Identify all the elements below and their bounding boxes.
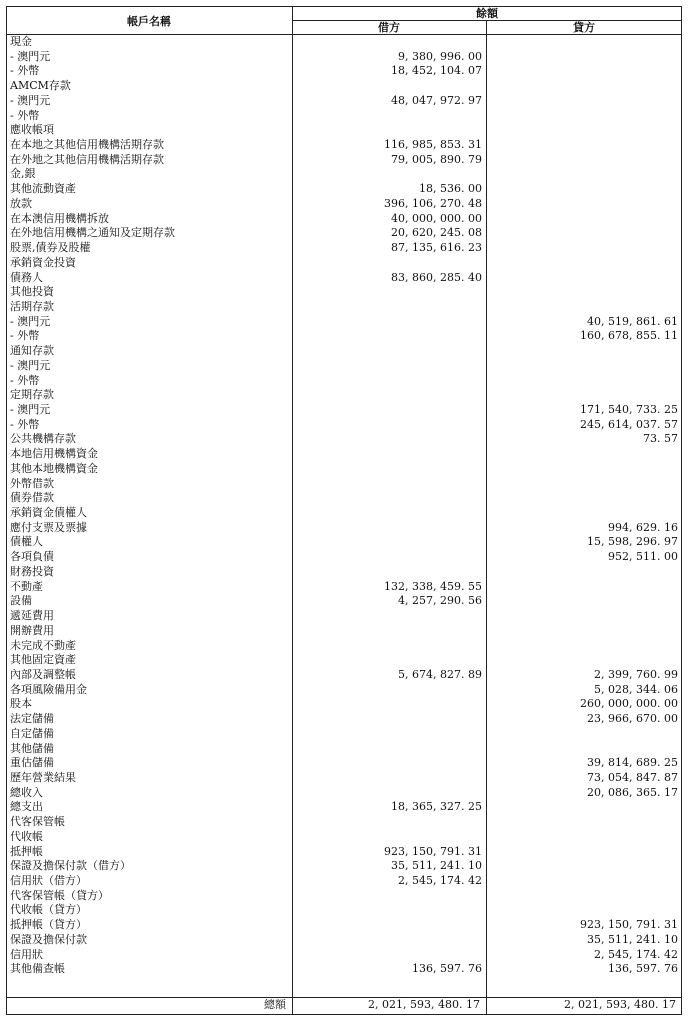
- account-name-cell: 承銷資金債權人: [10, 506, 87, 520]
- debit-cell: [292, 167, 482, 182]
- table-row: [6, 359, 682, 374]
- account-name-cell: 定期存款: [10, 388, 54, 402]
- credit-cell: [486, 344, 678, 359]
- table-row: [6, 329, 682, 344]
- debit-cell: [292, 786, 482, 801]
- table-row: [6, 933, 682, 948]
- credit-cell: [486, 800, 678, 815]
- debit-cell: 48, 047, 972. 97: [391, 93, 482, 107]
- table-row: [6, 859, 682, 874]
- table-row: [6, 35, 682, 50]
- account-name-cell: 各項風險備用金: [10, 682, 87, 696]
- debit-cell: [292, 432, 482, 447]
- account-name-cell: 其他流動資產: [10, 182, 76, 196]
- table-row: [6, 550, 682, 565]
- table-row: [6, 477, 682, 492]
- debit-cell: 18, 536. 00: [419, 182, 482, 196]
- credit-cell: [486, 64, 678, 79]
- table-row: [6, 521, 682, 536]
- account-name-cell: 保證及擔保付款: [10, 932, 87, 946]
- credit-cell: [486, 182, 678, 197]
- credit-cell: [486, 462, 678, 477]
- debit-cell: 5, 674, 827. 89: [398, 667, 482, 681]
- debit-cell: [292, 639, 482, 654]
- account-name-cell: - 外幣: [10, 373, 40, 387]
- account-name-cell: 其他儲備: [10, 741, 54, 755]
- account-name-cell: 重估儲備: [10, 756, 54, 770]
- credit-cell: [486, 815, 678, 830]
- debit-cell: 18, 365, 327. 25: [391, 800, 482, 814]
- account-name-cell: 活期存款: [10, 299, 54, 313]
- table-row: [6, 639, 682, 654]
- account-name-cell: 應收帳項: [10, 123, 54, 137]
- debit-cell: [292, 315, 482, 330]
- account-name-cell: 債務人: [10, 270, 43, 284]
- table-row: [6, 594, 682, 609]
- account-name-cell: 代收帳: [10, 829, 43, 843]
- table-row: [6, 388, 682, 403]
- debit-cell: [292, 830, 482, 845]
- credit-cell: [486, 226, 678, 241]
- total-label: 總額: [264, 998, 286, 1011]
- table-row: [6, 197, 682, 212]
- table-row: [6, 418, 682, 433]
- debit-cell: 20, 620, 245. 08: [391, 226, 482, 240]
- debit-cell: [292, 683, 482, 698]
- debit-cell: [292, 609, 482, 624]
- credit-cell: [486, 639, 678, 654]
- table-row: [6, 962, 682, 977]
- credit-cell: 23, 966, 670. 00: [587, 712, 678, 726]
- account-name-cell: 設備: [10, 594, 32, 608]
- account-name-cell: 代客保管帳（貸方）: [10, 888, 109, 902]
- account-name-cell: 歷年營業結果: [10, 771, 76, 784]
- debit-cell: [292, 565, 482, 580]
- debit-cell: [292, 35, 482, 50]
- table-row: [6, 712, 682, 727]
- credit-cell: [486, 859, 678, 874]
- debit-cell: [292, 535, 482, 550]
- account-name-cell: 信用狀（借方）: [10, 874, 87, 888]
- table-row: [6, 874, 682, 889]
- table-row: [6, 845, 682, 860]
- table-row: [6, 315, 682, 330]
- credit-cell: 73. 57: [643, 432, 678, 446]
- table-row: [6, 344, 682, 359]
- credit-cell: [486, 50, 678, 65]
- table-row: [6, 535, 682, 550]
- debit-cell: 2, 545, 174. 42: [398, 874, 482, 888]
- table-row: [6, 403, 682, 418]
- credit-cell: 73, 054, 847. 87: [587, 771, 678, 784]
- debit-cell: [292, 388, 482, 403]
- debit-cell: [292, 712, 482, 727]
- credit-cell: 15, 598, 296. 97: [587, 535, 678, 549]
- account-name-cell: 各項負債: [10, 550, 54, 564]
- account-name-cell: 遞延費用: [10, 609, 54, 623]
- table-row: [6, 285, 682, 300]
- debit-cell: [292, 815, 482, 830]
- table-row: [6, 786, 682, 801]
- account-name-cell: 抵押帳（貸方）: [10, 918, 87, 932]
- account-name-cell: 其他投資: [10, 285, 54, 299]
- debit-cell: [292, 521, 482, 536]
- table-row: [6, 815, 682, 830]
- credit-cell: [486, 256, 678, 271]
- credit-cell: [486, 447, 678, 462]
- debit-cell: 83, 860, 285. 40: [391, 270, 482, 284]
- credit-cell: [486, 653, 678, 668]
- balance-header: 餘額: [476, 7, 498, 20]
- table-row: [6, 109, 682, 124]
- account-name-cell: 本地信用機構資金: [10, 447, 98, 461]
- account-name-cell: 其他本地機構資金: [10, 461, 98, 475]
- debit-cell: [292, 79, 482, 94]
- credit-cell: [486, 830, 678, 845]
- credit-cell: [486, 594, 678, 609]
- account-name-cell: 財務投資: [10, 564, 54, 578]
- credit-cell: 160, 678, 855. 11: [580, 329, 678, 343]
- debit-cell: [292, 447, 482, 462]
- table-row: [6, 167, 682, 182]
- account-name-cell: 總收入: [10, 785, 43, 799]
- credit-cell: 39, 814, 689. 25: [587, 756, 678, 770]
- account-name-cell: 未完成不動產: [10, 638, 76, 652]
- account-name-cell: 通知存款: [10, 344, 54, 358]
- debit-cell: [292, 374, 482, 389]
- table-row: [6, 432, 682, 447]
- table-row: [6, 491, 682, 506]
- credit-cell: [486, 167, 678, 182]
- credit-cell: [486, 388, 678, 403]
- account-name-cell: 代客保管帳: [10, 815, 65, 829]
- debit-cell: [292, 477, 482, 492]
- credit-cell: [486, 197, 678, 212]
- credit-cell: [486, 94, 678, 109]
- debit-cell: [292, 918, 482, 933]
- account-name-cell: 其他固定資產: [10, 653, 76, 667]
- credit-cell: 5, 028, 344. 06: [594, 682, 678, 696]
- table-row: [6, 182, 682, 197]
- debit-cell: 40, 000, 000. 00: [391, 211, 482, 225]
- credit-cell: [486, 491, 678, 506]
- account-name-cell: 應付支票及票據: [10, 520, 87, 534]
- table-row: [6, 462, 682, 477]
- account-name-cell: 在外地信用機構之通知及定期存款: [10, 226, 175, 240]
- account-name-cell: - 外幣: [10, 108, 40, 122]
- credit-cell: [486, 285, 678, 300]
- table-row: [6, 300, 682, 315]
- credit-cell: [486, 79, 678, 94]
- credit-cell: 994, 629. 16: [608, 520, 678, 534]
- account-name-cell: 現金: [10, 35, 32, 48]
- total-debit: 2, 021, 593, 480. 17: [368, 998, 480, 1011]
- total-credit: 2, 021, 593, 480. 17: [564, 998, 676, 1011]
- account-name-cell: 在本澳信用機構拆放: [10, 211, 109, 225]
- debit-cell: [292, 491, 482, 506]
- table-row: [6, 138, 682, 153]
- table-row: [6, 830, 682, 845]
- debit-cell: 4, 257, 290. 56: [398, 594, 482, 608]
- account-name-cell: 法定儲備: [10, 712, 54, 726]
- table-row: [6, 153, 682, 168]
- credit-cell: 923, 150, 791. 31: [580, 918, 678, 932]
- credit-cell: 2, 545, 174. 42: [594, 947, 678, 961]
- credit-cell: [486, 506, 678, 521]
- account-name-cell: - 外幣: [10, 329, 40, 343]
- credit-cell: 171, 540, 733. 25: [580, 403, 678, 416]
- table-row: [6, 506, 682, 521]
- credit-cell: [486, 565, 678, 580]
- debit-cell: [292, 653, 482, 668]
- account-name-cell: - 澳門元: [10, 93, 51, 107]
- debit-cell: [292, 403, 482, 418]
- account-name-cell: 其他備查帳: [10, 962, 65, 976]
- debit-cell: 136, 597. 76: [412, 962, 482, 976]
- debit-cell: 18, 452, 104. 07: [391, 64, 482, 78]
- account-name-cell: 代收帳（貸方）: [10, 903, 87, 917]
- credit-cell: [486, 903, 678, 918]
- table-row: [6, 756, 682, 771]
- credit-cell: [486, 123, 678, 138]
- table-row: [6, 668, 682, 683]
- table-row: [6, 580, 682, 595]
- credit-cell: [486, 609, 678, 624]
- account-name-cell: 金,銀: [10, 167, 36, 181]
- credit-cell: [486, 727, 678, 742]
- debit-cell: [292, 624, 482, 639]
- account-name-cell: - 澳門元: [10, 403, 51, 416]
- credit-cell: [486, 624, 678, 639]
- debit-cell: [292, 742, 482, 757]
- account-name-cell: 開辦費用: [10, 623, 54, 637]
- account-name-cell: 自定儲備: [10, 726, 54, 740]
- account-name-cell: 在外地之其他信用機構活期存款: [10, 152, 164, 166]
- credit-cell: 20, 086, 365. 17: [587, 785, 678, 799]
- credit-cell: 35, 511, 241. 10: [587, 932, 678, 946]
- debit-cell: [292, 756, 482, 771]
- credit-cell: [486, 359, 678, 374]
- debit-cell: [292, 948, 482, 963]
- account-name-cell: 放款: [10, 196, 32, 210]
- account-name-cell: 承銷資金投資: [10, 255, 76, 269]
- account-name-cell: - 澳門元: [10, 358, 51, 372]
- credit-cell: [486, 477, 678, 492]
- account-name-cell: 不動產: [10, 579, 43, 593]
- credit-cell: 245, 614, 037. 57: [580, 417, 678, 431]
- credit-cell: [486, 874, 678, 889]
- credit-header: 貸方: [573, 21, 595, 34]
- credit-cell: [486, 138, 678, 153]
- debit-cell: 923, 150, 791. 31: [384, 844, 482, 858]
- credit-cell: [486, 300, 678, 315]
- account-name-cell: 抵押帳: [10, 844, 43, 858]
- debit-cell: [292, 462, 482, 477]
- table-row: [6, 918, 682, 933]
- debit-cell: [292, 256, 482, 271]
- debit-cell: 35, 511, 241. 10: [391, 859, 482, 873]
- table-row: [6, 727, 682, 742]
- table-row: [6, 94, 682, 109]
- credit-cell: 260, 000, 000. 00: [580, 697, 678, 711]
- credit-cell: 952, 511. 00: [608, 550, 678, 564]
- account-name-cell: 債權人: [10, 535, 43, 549]
- account-name-cell: 信用狀: [10, 947, 43, 961]
- credit-cell: [486, 271, 678, 286]
- table-row: [6, 79, 682, 94]
- debit-cell: 9, 380, 996. 00: [398, 49, 482, 63]
- debit-cell: [292, 285, 482, 300]
- account-name-cell: 債券借款: [10, 491, 54, 505]
- debit-cell: [292, 903, 482, 918]
- debit-cell: [292, 300, 482, 315]
- credit-cell: 40, 519, 861. 61: [587, 314, 678, 328]
- table-row: [6, 241, 682, 256]
- credit-cell: [486, 109, 678, 124]
- table-row: [6, 609, 682, 624]
- account-name-cell: 總支出: [10, 800, 43, 814]
- debit-cell: [292, 550, 482, 565]
- credit-cell: [486, 742, 678, 757]
- credit-cell: [486, 889, 678, 904]
- debit-cell: 396, 106, 270. 48: [384, 196, 482, 210]
- account-name-cell: 公共機構存款: [10, 432, 76, 446]
- debit-cell: 116, 985, 853. 31: [384, 138, 482, 152]
- credit-cell: [486, 35, 678, 50]
- table-row: [6, 742, 682, 757]
- debit-cell: 87, 135, 616. 23: [391, 241, 482, 255]
- table-row: [6, 683, 682, 698]
- table-row: [6, 374, 682, 389]
- account-name-cell: 外幣借款: [10, 476, 54, 490]
- table-row: [6, 271, 682, 286]
- account-name-cell: 股票,債券及股權: [10, 241, 91, 255]
- credit-cell: [486, 580, 678, 595]
- debit-cell: [292, 889, 482, 904]
- table-row: [6, 653, 682, 668]
- table-row: [6, 800, 682, 815]
- table-row: [6, 212, 682, 227]
- account-name-cell: 內部及調整帳: [10, 667, 76, 681]
- table-row: [6, 624, 682, 639]
- account-name-cell: 保證及擔保付款（借方）: [10, 859, 131, 873]
- debit-cell: [292, 344, 482, 359]
- debit-header: 借方: [378, 21, 400, 34]
- debit-cell: [292, 109, 482, 124]
- credit-cell: [486, 241, 678, 256]
- debit-cell: 79, 005, 890. 79: [391, 152, 482, 166]
- table-row: [6, 889, 682, 904]
- table-row: [6, 256, 682, 271]
- table-row: [6, 123, 682, 138]
- account-name-cell: - 澳門元: [10, 314, 51, 328]
- credit-cell: 136, 597. 76: [608, 962, 678, 976]
- debit-cell: [292, 123, 482, 138]
- account-name-cell: - 外幣: [10, 64, 40, 78]
- account-name-cell: AMCM存款: [10, 79, 71, 93]
- account-name-header: 帳戶名稱: [127, 15, 171, 28]
- debit-cell: [292, 933, 482, 948]
- table-row: [6, 903, 682, 918]
- table-row: [6, 50, 682, 65]
- table-row: [6, 226, 682, 241]
- account-name-cell: - 外幣: [10, 417, 40, 431]
- debit-cell: [292, 359, 482, 374]
- table-row: [6, 771, 682, 786]
- table-row: [6, 697, 682, 712]
- debit-cell: [292, 697, 482, 712]
- account-name-cell: - 澳門元: [10, 49, 51, 63]
- debit-cell: [292, 727, 482, 742]
- debit-cell: [292, 771, 482, 786]
- account-name-cell: 股本: [10, 697, 32, 711]
- table-row: [6, 447, 682, 462]
- debit-cell: [292, 506, 482, 521]
- debit-cell: [292, 418, 482, 433]
- credit-cell: [486, 153, 678, 168]
- table-row: [6, 565, 682, 580]
- credit-cell: [486, 374, 678, 389]
- debit-cell: 132, 338, 459. 55: [384, 579, 482, 593]
- credit-cell: [486, 212, 678, 227]
- table-row: [6, 64, 682, 79]
- credit-cell: [486, 845, 678, 860]
- credit-cell: 2, 399, 760. 99: [594, 667, 678, 681]
- debit-cell: [292, 329, 482, 344]
- table-row: [6, 948, 682, 963]
- account-name-cell: 在本地之其他信用機構活期存款: [10, 138, 164, 152]
